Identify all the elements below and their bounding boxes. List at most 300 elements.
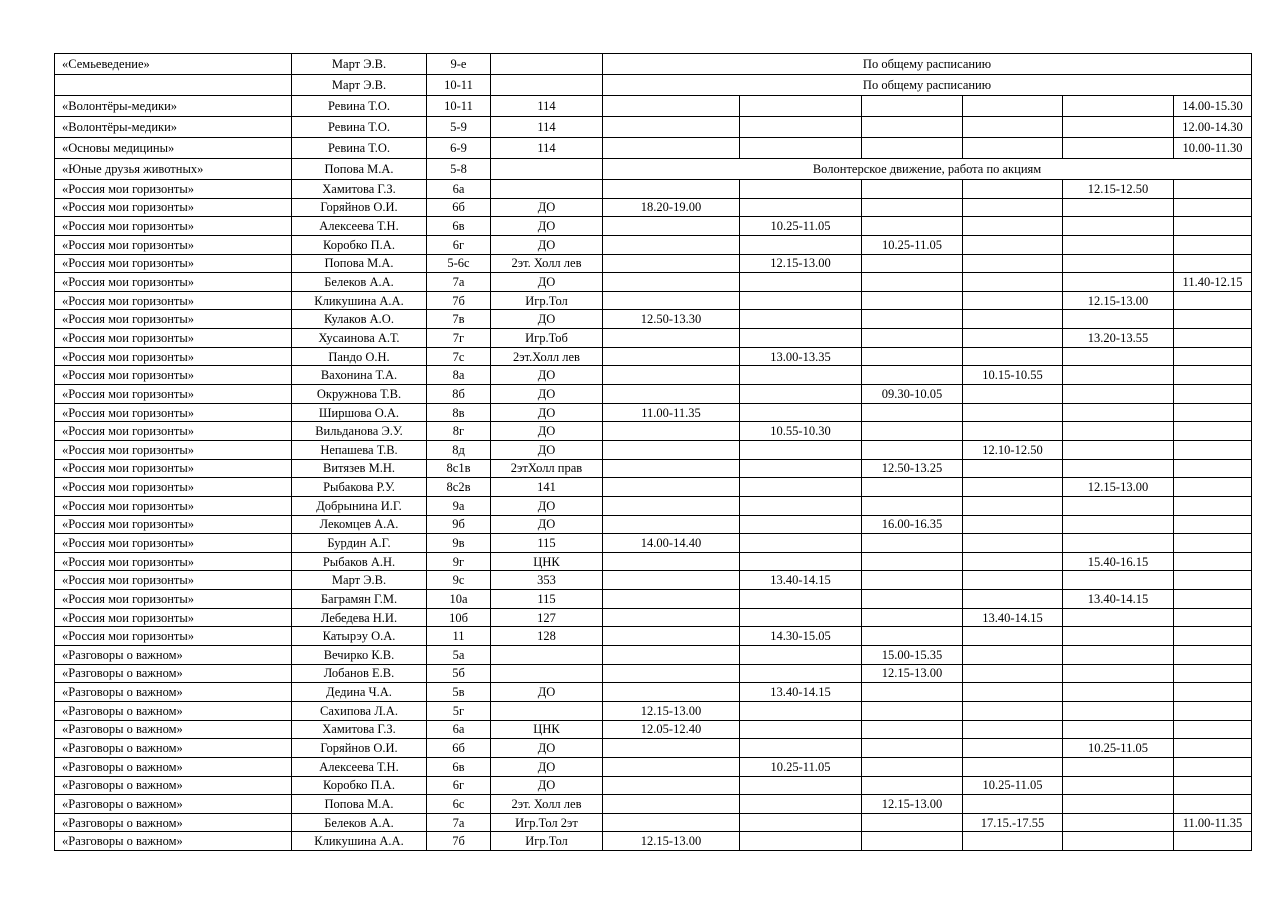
table-row [55, 776, 1252, 795]
time-cell [963, 739, 1063, 758]
time-cell [1063, 235, 1174, 254]
table-row [55, 235, 1252, 254]
time-cell: 13.40-14.15 [963, 608, 1063, 627]
teacher-cell: Кликушина А.А. [292, 291, 427, 310]
course-cell: «Разговоры о важном» [55, 776, 292, 795]
time-cell [1063, 646, 1174, 665]
table-row [55, 54, 1252, 75]
time-cell [740, 385, 862, 404]
time-cell [1063, 347, 1174, 366]
time-cell [603, 683, 740, 702]
time-cell [862, 96, 963, 117]
room-cell: 127 [491, 608, 603, 627]
time-cell [862, 422, 963, 441]
grade-cell: 7с [427, 347, 491, 366]
teacher-cell: Катырэу О.А. [292, 627, 427, 646]
time-cell [963, 403, 1063, 422]
teacher-cell: Рыбаков А.Н. [292, 552, 427, 571]
time-cell [963, 478, 1063, 497]
time-cell: 10.25-11.05 [740, 217, 862, 236]
grade-cell: 8а [427, 366, 491, 385]
time-cell [963, 217, 1063, 236]
teacher-cell: Попова М.А. [292, 795, 427, 814]
grade-cell: 6в [427, 217, 491, 236]
time-cell [740, 515, 862, 534]
time-cell: 12.15-13.00 [603, 701, 740, 720]
time-cell [862, 534, 963, 553]
time-cell: 10.25-11.05 [740, 757, 862, 776]
note-cell: По общему расписанию [603, 54, 1252, 75]
room-cell: ДО [491, 496, 603, 515]
room-cell: Игр.Тоб [491, 329, 603, 348]
time-cell [862, 291, 963, 310]
time-cell [1174, 180, 1252, 199]
table-row [55, 627, 1252, 646]
time-cell [862, 329, 963, 348]
grade-cell: 9б [427, 515, 491, 534]
time-cell [740, 273, 862, 292]
table-row [55, 180, 1252, 199]
time-cell [740, 291, 862, 310]
table-row [55, 273, 1252, 292]
teacher-cell: Белеков А.А. [292, 813, 427, 832]
table-row [55, 646, 1252, 665]
course-cell: «Разговоры о важном» [55, 757, 292, 776]
time-cell [740, 701, 862, 720]
room-cell [491, 701, 603, 720]
course-cell: «Разговоры о важном» [55, 683, 292, 702]
time-cell [963, 180, 1063, 199]
time-cell [1174, 459, 1252, 478]
time-cell: 18.20-19.00 [603, 198, 740, 217]
table-row [55, 422, 1252, 441]
teacher-cell: Попова М.А. [292, 254, 427, 273]
teacher-cell: Добрынина И.Г. [292, 496, 427, 515]
time-cell [1174, 683, 1252, 702]
room-cell: 128 [491, 627, 603, 646]
course-cell: «Россия мои горизонты» [55, 496, 292, 515]
time-cell: 12.50-13.25 [862, 459, 963, 478]
room-cell: Игр.Тол [491, 291, 603, 310]
time-cell: 12.10-12.50 [963, 440, 1063, 459]
time-cell [963, 329, 1063, 348]
teacher-cell: Непашева Т.В. [292, 440, 427, 459]
time-cell [1063, 422, 1174, 441]
time-cell [1063, 496, 1174, 515]
course-cell: «Юные друзья животных» [55, 159, 292, 180]
time-cell [740, 776, 862, 795]
grade-cell: 6а [427, 180, 491, 199]
time-cell [1063, 198, 1174, 217]
time-cell [862, 832, 963, 851]
time-cell [963, 683, 1063, 702]
time-cell: 09.30-10.05 [862, 385, 963, 404]
time-cell [963, 832, 1063, 851]
table-row [55, 757, 1252, 776]
time-cell [740, 739, 862, 758]
grade-cell: 9-е [427, 54, 491, 75]
table-row [55, 291, 1252, 310]
room-cell [491, 159, 603, 180]
time-cell [963, 254, 1063, 273]
time-cell: 14.30-15.05 [740, 627, 862, 646]
time-cell: 13.20-13.55 [1063, 329, 1174, 348]
time-cell [963, 720, 1063, 739]
time-cell [740, 440, 862, 459]
course-cell: «Разговоры о важном» [55, 832, 292, 851]
time-cell [862, 180, 963, 199]
course-cell [55, 75, 292, 96]
time-cell [1063, 627, 1174, 646]
time-cell [1174, 403, 1252, 422]
time-cell: 12.15-13.00 [862, 664, 963, 683]
time-cell [603, 96, 740, 117]
time-cell [740, 329, 862, 348]
time-cell [1174, 646, 1252, 665]
note-cell: Волонтерское движение, работа по акциям [603, 159, 1252, 180]
room-cell: ДО [491, 739, 603, 758]
course-cell: «Россия мои горизонты» [55, 552, 292, 571]
room-cell: ЦНК [491, 720, 603, 739]
grade-cell: 6г [427, 235, 491, 254]
room-cell: 115 [491, 534, 603, 553]
grade-cell: 9г [427, 552, 491, 571]
time-cell: 12.15-12.50 [1063, 180, 1174, 199]
time-cell: 12.15-13.00 [1063, 291, 1174, 310]
note-cell: По общему расписанию [603, 75, 1252, 96]
time-cell [862, 198, 963, 217]
time-cell [963, 385, 1063, 404]
course-cell: «Россия мои горизонты» [55, 235, 292, 254]
grade-cell: 6г [427, 776, 491, 795]
time-cell [963, 138, 1063, 159]
time-cell [1174, 291, 1252, 310]
grade-cell: 5-9 [427, 117, 491, 138]
teacher-cell: Ревина Т.О. [292, 117, 427, 138]
course-cell: «Россия мои горизонты» [55, 590, 292, 609]
time-cell [862, 217, 963, 236]
course-cell: «Разговоры о важном» [55, 739, 292, 758]
grade-cell: 6б [427, 198, 491, 217]
time-cell [1174, 608, 1252, 627]
room-cell: ДО [491, 440, 603, 459]
time-cell [603, 291, 740, 310]
time-cell [740, 832, 862, 851]
teacher-cell: Сахипова Л.А. [292, 701, 427, 720]
time-cell [862, 776, 963, 795]
grade-cell: 6с [427, 795, 491, 814]
time-cell [740, 180, 862, 199]
time-cell [862, 496, 963, 515]
time-cell: 15.00-15.35 [862, 646, 963, 665]
time-cell [603, 571, 740, 590]
time-cell [603, 664, 740, 683]
grade-cell: 8г [427, 422, 491, 441]
time-cell [862, 757, 963, 776]
time-cell [1174, 254, 1252, 273]
time-cell [1063, 757, 1174, 776]
teacher-cell: Рыбакова Р.У. [292, 478, 427, 497]
room-cell: ДО [491, 515, 603, 534]
time-cell: 14.00-15.30 [1174, 96, 1252, 117]
teacher-cell: Пандо О.Н. [292, 347, 427, 366]
teacher-cell: Март Э.В. [292, 54, 427, 75]
time-cell [963, 627, 1063, 646]
table-row [55, 366, 1252, 385]
time-cell [1063, 385, 1174, 404]
course-cell: «Россия мои горизонты» [55, 310, 292, 329]
grade-cell: 8б [427, 385, 491, 404]
teacher-cell: Ревина Т.О. [292, 96, 427, 117]
teacher-cell: Горяйнов О.И. [292, 739, 427, 758]
time-cell [1063, 366, 1174, 385]
time-cell [603, 757, 740, 776]
course-cell: «Россия мои горизонты» [55, 478, 292, 497]
teacher-cell: Вахонина Т.А. [292, 366, 427, 385]
time-cell [963, 96, 1063, 117]
course-cell: «Разговоры о важном» [55, 701, 292, 720]
time-cell [603, 217, 740, 236]
time-cell [740, 813, 862, 832]
time-cell: 17.15.-17.55 [963, 813, 1063, 832]
time-cell [603, 478, 740, 497]
course-cell: «Россия мои горизонты» [55, 422, 292, 441]
course-cell: «Россия мои горизонты» [55, 459, 292, 478]
room-cell: ДО [491, 403, 603, 422]
time-cell [740, 198, 862, 217]
course-cell: «Россия мои горизонты» [55, 291, 292, 310]
time-cell [603, 138, 740, 159]
grade-cell: 10-11 [427, 75, 491, 96]
time-cell [1063, 795, 1174, 814]
course-cell: «Разговоры о важном» [55, 664, 292, 683]
time-cell: 11.00-11.35 [603, 403, 740, 422]
table-row [55, 440, 1252, 459]
room-cell: ДО [491, 776, 603, 795]
time-cell [862, 478, 963, 497]
course-cell: «Россия мои горизонты» [55, 366, 292, 385]
time-cell [740, 534, 862, 553]
grade-cell: 5в [427, 683, 491, 702]
time-cell [1174, 534, 1252, 553]
time-cell [603, 459, 740, 478]
time-cell [1063, 515, 1174, 534]
time-cell [1174, 552, 1252, 571]
room-cell [491, 180, 603, 199]
time-cell: 13.00-13.35 [740, 347, 862, 366]
course-cell: «Россия мои горизонты» [55, 198, 292, 217]
time-cell [862, 347, 963, 366]
time-cell [603, 552, 740, 571]
table-row [55, 96, 1252, 117]
time-cell [740, 403, 862, 422]
teacher-cell: Окружнова Т.В. [292, 385, 427, 404]
table-row [55, 329, 1252, 348]
course-cell: «Семьеведение» [55, 54, 292, 75]
room-cell: 114 [491, 96, 603, 117]
room-cell: ДО [491, 366, 603, 385]
time-cell [603, 180, 740, 199]
room-cell: ДО [491, 385, 603, 404]
time-cell [963, 795, 1063, 814]
grade-cell: 10а [427, 590, 491, 609]
course-cell: «Россия мои горизонты» [55, 608, 292, 627]
time-cell [963, 664, 1063, 683]
grade-cell: 5-8 [427, 159, 491, 180]
time-cell: 15.40-16.15 [1063, 552, 1174, 571]
time-cell [862, 254, 963, 273]
teacher-cell: Ширшова О.А. [292, 403, 427, 422]
course-cell: «Основы медицины» [55, 138, 292, 159]
course-cell: «Разговоры о важном» [55, 795, 292, 814]
room-cell: 114 [491, 138, 603, 159]
teacher-cell: Лебедева Н.И. [292, 608, 427, 627]
grade-cell: 8в [427, 403, 491, 422]
grade-cell: 7в [427, 310, 491, 329]
room-cell [491, 664, 603, 683]
time-cell [963, 235, 1063, 254]
teacher-cell: Март Э.В. [292, 571, 427, 590]
time-cell [1063, 273, 1174, 292]
time-cell: 13.40-14.15 [740, 571, 862, 590]
room-cell: ДО [491, 422, 603, 441]
table-row [55, 403, 1252, 422]
grade-cell: 5а [427, 646, 491, 665]
teacher-cell: Бурдин А.Г. [292, 534, 427, 553]
teacher-cell: Кулаков А.О. [292, 310, 427, 329]
table-row [55, 683, 1252, 702]
time-cell [1174, 627, 1252, 646]
course-cell: «Россия мои горизонты» [55, 534, 292, 553]
table-row [55, 832, 1252, 851]
time-cell [603, 329, 740, 348]
table-row [55, 534, 1252, 553]
table-row [55, 310, 1252, 329]
time-cell [740, 720, 862, 739]
table-row [55, 478, 1252, 497]
grade-cell: 10б [427, 608, 491, 627]
time-cell [963, 496, 1063, 515]
time-cell [1174, 757, 1252, 776]
time-cell [862, 590, 963, 609]
time-cell [740, 478, 862, 497]
room-cell: 114 [491, 117, 603, 138]
table-row [55, 254, 1252, 273]
teacher-cell: Хусаинова А.Т. [292, 329, 427, 348]
room-cell: Игр.Тол [491, 832, 603, 851]
time-cell [1174, 422, 1252, 441]
time-cell [1174, 515, 1252, 534]
time-cell [740, 96, 862, 117]
room-cell [491, 646, 603, 665]
time-cell [1063, 813, 1174, 832]
grade-cell: 10-11 [427, 96, 491, 117]
time-cell [603, 117, 740, 138]
room-cell [491, 54, 603, 75]
teacher-cell: Ревина Т.О. [292, 138, 427, 159]
teacher-cell: Хамитова Г.З. [292, 180, 427, 199]
time-cell [963, 273, 1063, 292]
room-cell: Игр.Тол 2эт [491, 813, 603, 832]
time-cell [740, 646, 862, 665]
grade-cell: 8д [427, 440, 491, 459]
table-row [55, 496, 1252, 515]
table-row [55, 720, 1252, 739]
time-cell [963, 117, 1063, 138]
time-cell [1174, 310, 1252, 329]
table-row [55, 217, 1252, 236]
room-cell: ДО [491, 217, 603, 236]
grade-cell: 8с2в [427, 478, 491, 497]
time-cell [603, 347, 740, 366]
course-cell: «Россия мои горизонты» [55, 329, 292, 348]
course-cell: «Россия мои горизонты» [55, 440, 292, 459]
time-cell [1174, 776, 1252, 795]
course-cell: «Волонтёры-медики» [55, 117, 292, 138]
table-row [55, 590, 1252, 609]
time-cell [1174, 440, 1252, 459]
grade-cell: 5-6с [427, 254, 491, 273]
time-cell [603, 627, 740, 646]
table-row [55, 75, 1252, 96]
time-cell [1063, 534, 1174, 553]
table-row [55, 347, 1252, 366]
grade-cell: 6б [427, 739, 491, 758]
time-cell [1063, 571, 1174, 590]
course-cell: «Россия мои горизонты» [55, 273, 292, 292]
time-cell [1174, 329, 1252, 348]
time-cell [862, 701, 963, 720]
time-cell: 11.00-11.35 [1174, 813, 1252, 832]
time-cell: 11.40-12.15 [1174, 273, 1252, 292]
course-cell: «Россия мои горизонты» [55, 571, 292, 590]
grade-cell: 7б [427, 291, 491, 310]
teacher-cell: Хамитова Г.З. [292, 720, 427, 739]
time-cell [603, 739, 740, 758]
grade-cell: 7а [427, 273, 491, 292]
course-cell: «Разговоры о важном» [55, 813, 292, 832]
time-cell: 12.00-14.30 [1174, 117, 1252, 138]
time-cell [963, 422, 1063, 441]
time-cell [1174, 795, 1252, 814]
time-cell [1063, 403, 1174, 422]
room-cell [491, 75, 603, 96]
time-cell [603, 608, 740, 627]
course-cell: «Россия мои горизонты» [55, 347, 292, 366]
time-cell [740, 590, 862, 609]
time-cell: 12.15-13.00 [603, 832, 740, 851]
grade-cell: 6в [427, 757, 491, 776]
table-row [55, 701, 1252, 720]
time-cell [1174, 590, 1252, 609]
time-cell [740, 310, 862, 329]
time-cell [603, 646, 740, 665]
teacher-cell: Март Э.В. [292, 75, 427, 96]
time-cell [963, 646, 1063, 665]
time-cell [1063, 664, 1174, 683]
time-cell [862, 683, 963, 702]
time-cell [740, 117, 862, 138]
time-cell [603, 235, 740, 254]
time-cell: 12.15-13.00 [740, 254, 862, 273]
time-cell [963, 701, 1063, 720]
time-cell [862, 627, 963, 646]
teacher-cell: Коробко П.А. [292, 235, 427, 254]
time-cell [862, 117, 963, 138]
course-cell: «Россия мои горизонты» [55, 254, 292, 273]
time-cell [862, 552, 963, 571]
time-cell [740, 664, 862, 683]
